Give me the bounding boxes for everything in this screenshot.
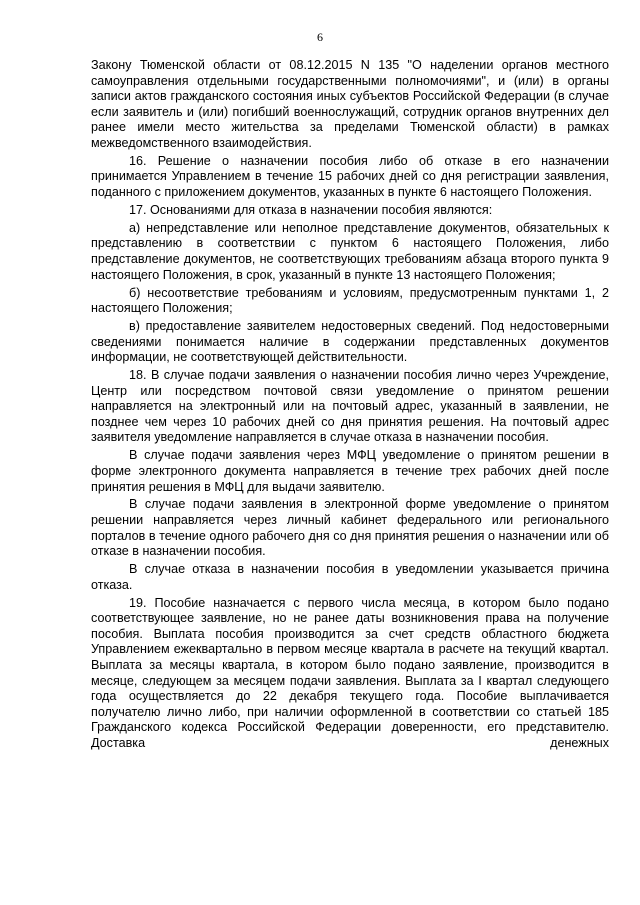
paragraph-17v: в) предоставление заявителем недостоверных сведений. Под недостоверными сведениями понимается наличие в содержании представленных документов информации, не соответствующей действительности.: [91, 318, 609, 365]
paragraph-18-mfc: В случае подачи заявления через МФЦ уведомление о принятом решении в форме электронного документа направляется в течение трех рабочих дней после принятия решения в МФЦ для выдачи заявителю.: [91, 448, 609, 494]
paragraph-17: 17. Основаниями для отказа в назначении пособия являются:: [129, 202, 493, 217]
paragraph-17a: а) непредставление или неполное представление документов, обязательных к представлению в соответствии с пунктом 6 настоящего Положения, либо представление документов, не соответствующих требованиям абзаца второго пункта 9 настоящего Положения, в срок, указанный в пункте 13 настоящего Положения;: [91, 220, 609, 282]
page-number: 6: [317, 30, 323, 44]
paragraph-19: 19. Пособие назначается с первого числа месяца, в котором было подано соответствующее заявление, но не ранее даты возникновения права на получение пособия. Выплата пособия производится за счет средств областного бюджета Управлением ежеквартально в первом месяце квартала в расчете на текущий квартал. Выплата за месяцы квартала, в котором было подано заявление, производится в месяце, следующем за месяцем подачи заявления. Выплата за I квартал следующего года осуществляется до 22 декабря текущего года. Пособие выплачивается получателю лично либо, при наличии оформленной в соответствии со статьей 185 Гражданского кодекса Российской Федерации доверенности, его представителю. Доставка денежных: [91, 595, 609, 750]
paragraph-18-refusal: В случае отказа в назначении пособия в уведомлении указывается причина отказа.: [91, 562, 609, 592]
paragraph-17b: б) несоответствие требованиям и условиям, предусмотренным пунктами 1, 2 настоящего Положения;: [91, 285, 609, 316]
paragraph-18-electronic: В случае подачи заявления в электронной форме уведомление о принятом решении направляется через личный кабинет федерального или регионального порталов в течение одного рабочего дня со дня принятия решения о назначении или об отказе в назначении пособия.: [91, 497, 609, 559]
paragraph-18: 18. В случае подачи заявления о назначении пособия лично через Учреждение, Центр или посредством почтовой связи уведомление о принятом решении направляется на электронный или на почтовый адрес, указанный в заявлении, не позднее чем через 10 рабочих дней со дня принятия решения. На почтовый адрес заявителя уведомление направляется в случае отказа в назначении пособия.: [91, 368, 609, 445]
paragraph-16: 16. Решение о назначении пособия либо об отказе в его назначении принимается Управлением в течение 15 рабочих дней со дня регистрации заявления, поданного с приложением документов, указанных в пункте 6 настоящего Положения.: [91, 153, 609, 200]
document-body: [91, 58, 609, 754]
paragraph-continuation: Закону Тюменской области от 08.12.2015 N 135 "О наделении органов местного самоуправления отдельными государственными полномочиями", и (или) в органы записи актов гражданского состояния иных субъектов Российской Федерации (в случае если заявитель и (или) погибший военнослужащий, сотрудник органов внутренних дел ранее имели место жительства за пределами Тюменской области) в рамках межведомственного взаимодействия.: [91, 58, 609, 150]
